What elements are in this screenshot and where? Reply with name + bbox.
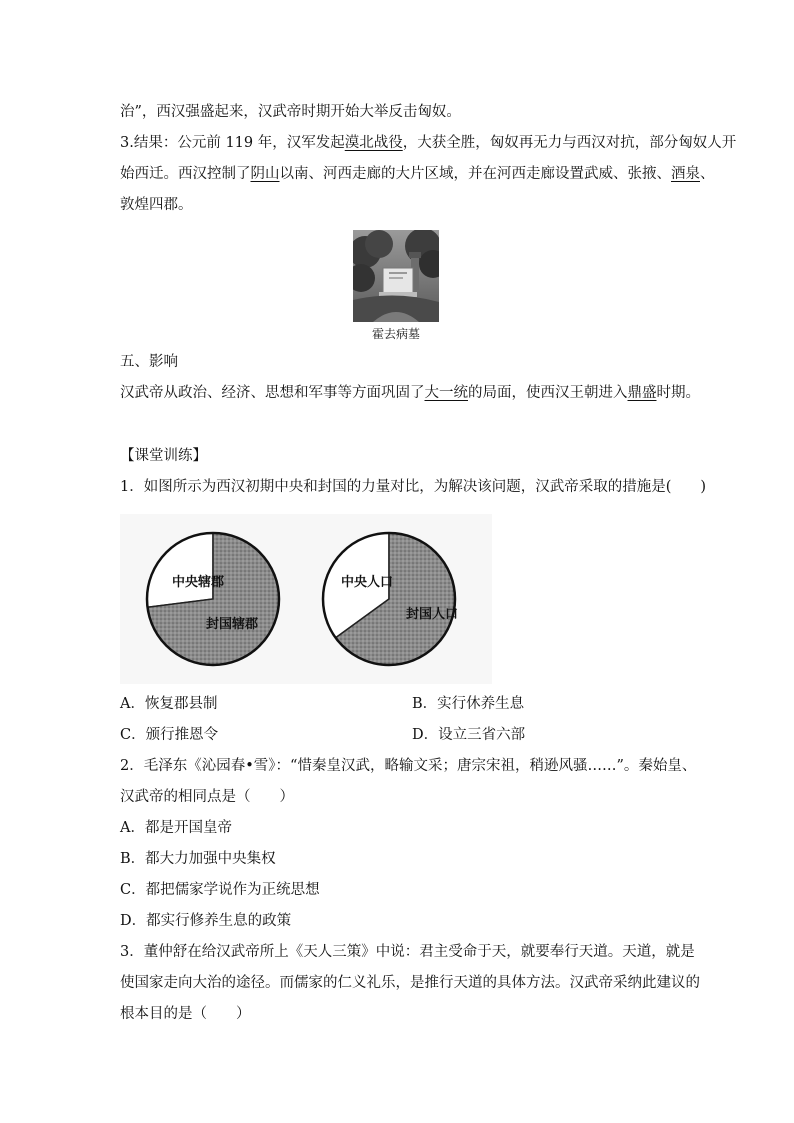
option-1c: C．颁行推恩令 <box>120 727 219 743</box>
question-3: 3．董仲舒在给汉武帝所上《天人三策》中说：君主受命于天，就要奉行天道。天道，就是 <box>120 944 695 960</box>
pie-label-fief-counties: 封国辖郡 <box>206 617 259 632</box>
section-heading: 五、影响 <box>120 354 178 370</box>
paragraph-line: 治”，西汉强盛起来，汉武帝时期开始大举反击匈奴。 <box>120 104 461 120</box>
underlined-term: 漠北战役 <box>344 135 403 151</box>
question-2: 2．毛泽东《沁园春•雪》：“惜秦皇汉武，略输文采；唐宗宋祖，稍逊风骚……”。秦始皇、 <box>120 758 697 774</box>
result-line: 3.结果：公元前 119 年，汉军发起漠北战役，大获全胜，匈奴再无力与西汉对抗，部分匈奴人开 <box>120 135 737 151</box>
underlined-term: 鼎盛 <box>627 385 657 401</box>
option-1b: B．实行休养生息 <box>412 696 525 712</box>
result-line: 始西迁。西汉控制了阴山以南、河西走廊的大片区域，并在河西走廊设置武威、张掖、酒泉、 <box>120 166 715 182</box>
impact-paragraph: 汉武帝从政治、经济、思想和军事等方面巩固了大一统的局面，使西汉王朝进入鼎盛时期。 <box>120 385 700 401</box>
pie-chart-population <box>323 533 455 665</box>
pie-charts <box>120 514 492 684</box>
pie-label-central-population: 中央人口 <box>341 575 394 590</box>
pie-label-fief-population: 封国人口 <box>406 607 459 622</box>
practice-heading: 【课堂训练】 <box>120 448 207 464</box>
pie-chart-counties <box>147 533 279 665</box>
pie-label-central-counties: 中央辖郡 <box>172 575 225 590</box>
tomb-photo <box>353 230 439 322</box>
option-2a: A．都是开国皇帝 <box>120 820 232 836</box>
option-2b: B．都大力加强中央集权 <box>120 851 276 867</box>
result-line: 敦煌四郡。 <box>120 197 193 213</box>
option-1d: D．设立三省六部 <box>412 727 526 743</box>
question-1: 1．如图所示为西汉初期中央和封国的力量对比，为解决该问题，汉武帝采取的措施是( ) <box>120 479 707 495</box>
question-3-cont: 根本目的是（ ） <box>120 1006 251 1022</box>
option-1a: A．恢复郡县制 <box>120 696 218 712</box>
underlined-term: 阴山 <box>250 166 280 182</box>
option-2c: C．都把儒家学说作为正统思想 <box>120 882 320 898</box>
photo-caption: 霍去病墓 <box>371 327 420 341</box>
underlined-term: 大一统 <box>424 385 468 401</box>
option-2d: D．都实行修养生息的政策 <box>120 913 292 929</box>
underlined-term: 酒泉 <box>671 166 700 182</box>
question-3-cont: 使国家走向大治的途径。而儒家的仁义礼乐，是推行天道的具体方法。汉武帝采纳此建议的 <box>120 975 700 991</box>
question-2-cont: 汉武帝的相同点是（ ） <box>120 789 294 805</box>
